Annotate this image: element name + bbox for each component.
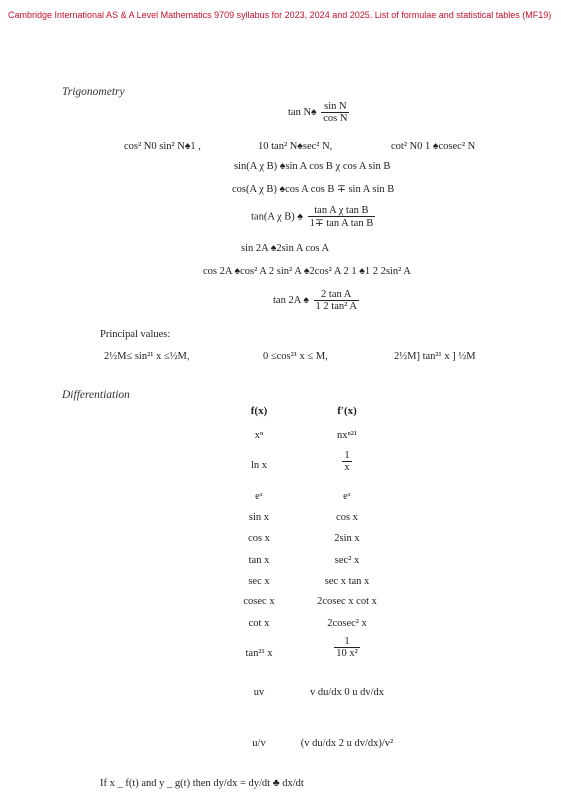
diff-f-1: ln x <box>250 460 268 471</box>
pythag-identity-1: cos² N0 sin² N♠1 , <box>124 141 201 152</box>
principal-value-cos: 0 ≤cos²¹ x ≤ M, <box>263 351 328 362</box>
col-header-fprime: f′(x) <box>337 405 357 417</box>
diff-f-0: xⁿ <box>254 430 264 441</box>
diff-fp-8: 2cosec² x <box>327 618 367 629</box>
tan-lhs: tan N♠ <box>288 107 317 118</box>
diff-f-6: sec x <box>248 576 270 587</box>
diff-fp-6: sec x tan x <box>324 576 370 587</box>
principal-value-tan: 2½M] tan²¹ x ] ½M <box>394 351 476 362</box>
tan-sum-num: tan A χ tan B <box>314 205 369 216</box>
trig-title: Trigonometry <box>62 86 125 98</box>
diff-fp-4: 2sin x <box>334 533 360 544</box>
diff-fp-9-num: 1 <box>344 636 350 647</box>
principal-value-sin: 2½M≤ sin²¹ x ≤½M, <box>104 351 190 362</box>
diff-fp-9-den: 10 x² <box>336 648 358 659</box>
page-header: Cambridge International AS & A Level Mathematics 9709 syllabus for 2023, 2024 and 2025. List of formulae and statistical tables (MF19) <box>8 10 552 20</box>
diff-f-3: sin x <box>248 512 270 523</box>
diff-f-5: tan x <box>248 555 270 566</box>
diff-f-2: eˣ <box>255 491 263 502</box>
col-header-f: f(x) <box>250 405 268 417</box>
tan-sum <box>251 205 377 229</box>
diff-title: Differentiation <box>62 389 130 401</box>
diff-f-9: tan²¹ x <box>245 648 273 659</box>
pythag-identity-2: 10 tan² N♠sec² N, <box>258 141 333 152</box>
diff-fp-3: cos x <box>336 512 358 523</box>
cos-sum: cos(A χ B) ♠cos A cos B ∓ sin A sin B <box>232 184 395 195</box>
diff-fp-1-den: x <box>344 462 350 473</box>
tan-num: sin N <box>324 101 347 112</box>
diff-f-10: uv <box>253 687 265 698</box>
diff-fp-0: nxⁿ²¹ <box>336 430 358 441</box>
cos-double: cos 2A ♠cos² A 2 sin² A ♠2cos² A 2 1 ♠1 2 2sin² A <box>203 266 411 277</box>
diff-fp-2: eˣ <box>343 491 351 502</box>
diff-f-7: cosec x <box>243 596 275 607</box>
parametric-rule: If x _ f(t) and y _ g(t) then dy/dx = dy/dt ♣ dx/dt <box>100 778 304 789</box>
tan-sum-den: 1∓ tan A tan B <box>309 218 374 229</box>
diff-fp-7: 2cosec x cot x <box>317 596 377 607</box>
tan-double <box>273 289 361 312</box>
diff-fp-5: sec² x <box>334 555 360 566</box>
tan-identity <box>288 101 351 124</box>
diff-f-4: cos x <box>248 533 270 544</box>
diff-f-11: u/v <box>252 738 266 749</box>
tan-sum-lhs: tan(A χ B) ♠ <box>251 211 303 223</box>
diff-fp-1-num: 1 <box>344 450 350 461</box>
diff-fp-1 <box>316 450 378 473</box>
tan-double-den: 1 2 tan² A <box>315 301 357 312</box>
diff-f-8: cot x <box>248 618 270 629</box>
sin-double: sin 2A ♠2sin A cos A <box>241 243 330 254</box>
tan-double-num: 2 tan A <box>321 289 352 300</box>
diff-fp-9 <box>316 636 378 659</box>
principal-values-label: Principal values: <box>100 329 171 340</box>
diff-fp-10: v du/dx 0 u dv/dx <box>309 687 385 698</box>
diff-fp-11: (v du/dx 2 u dv/dx)/v² <box>300 738 394 749</box>
sin-sum: sin(A χ B) ♠sin A cos B χ cos A sin B <box>234 161 391 172</box>
pythag-identity-3: cot² N0 1 ♠cosec² N <box>391 141 476 152</box>
tan-double-lhs: tan 2A ♠ <box>273 295 309 306</box>
tan-den: cos N <box>323 113 348 124</box>
